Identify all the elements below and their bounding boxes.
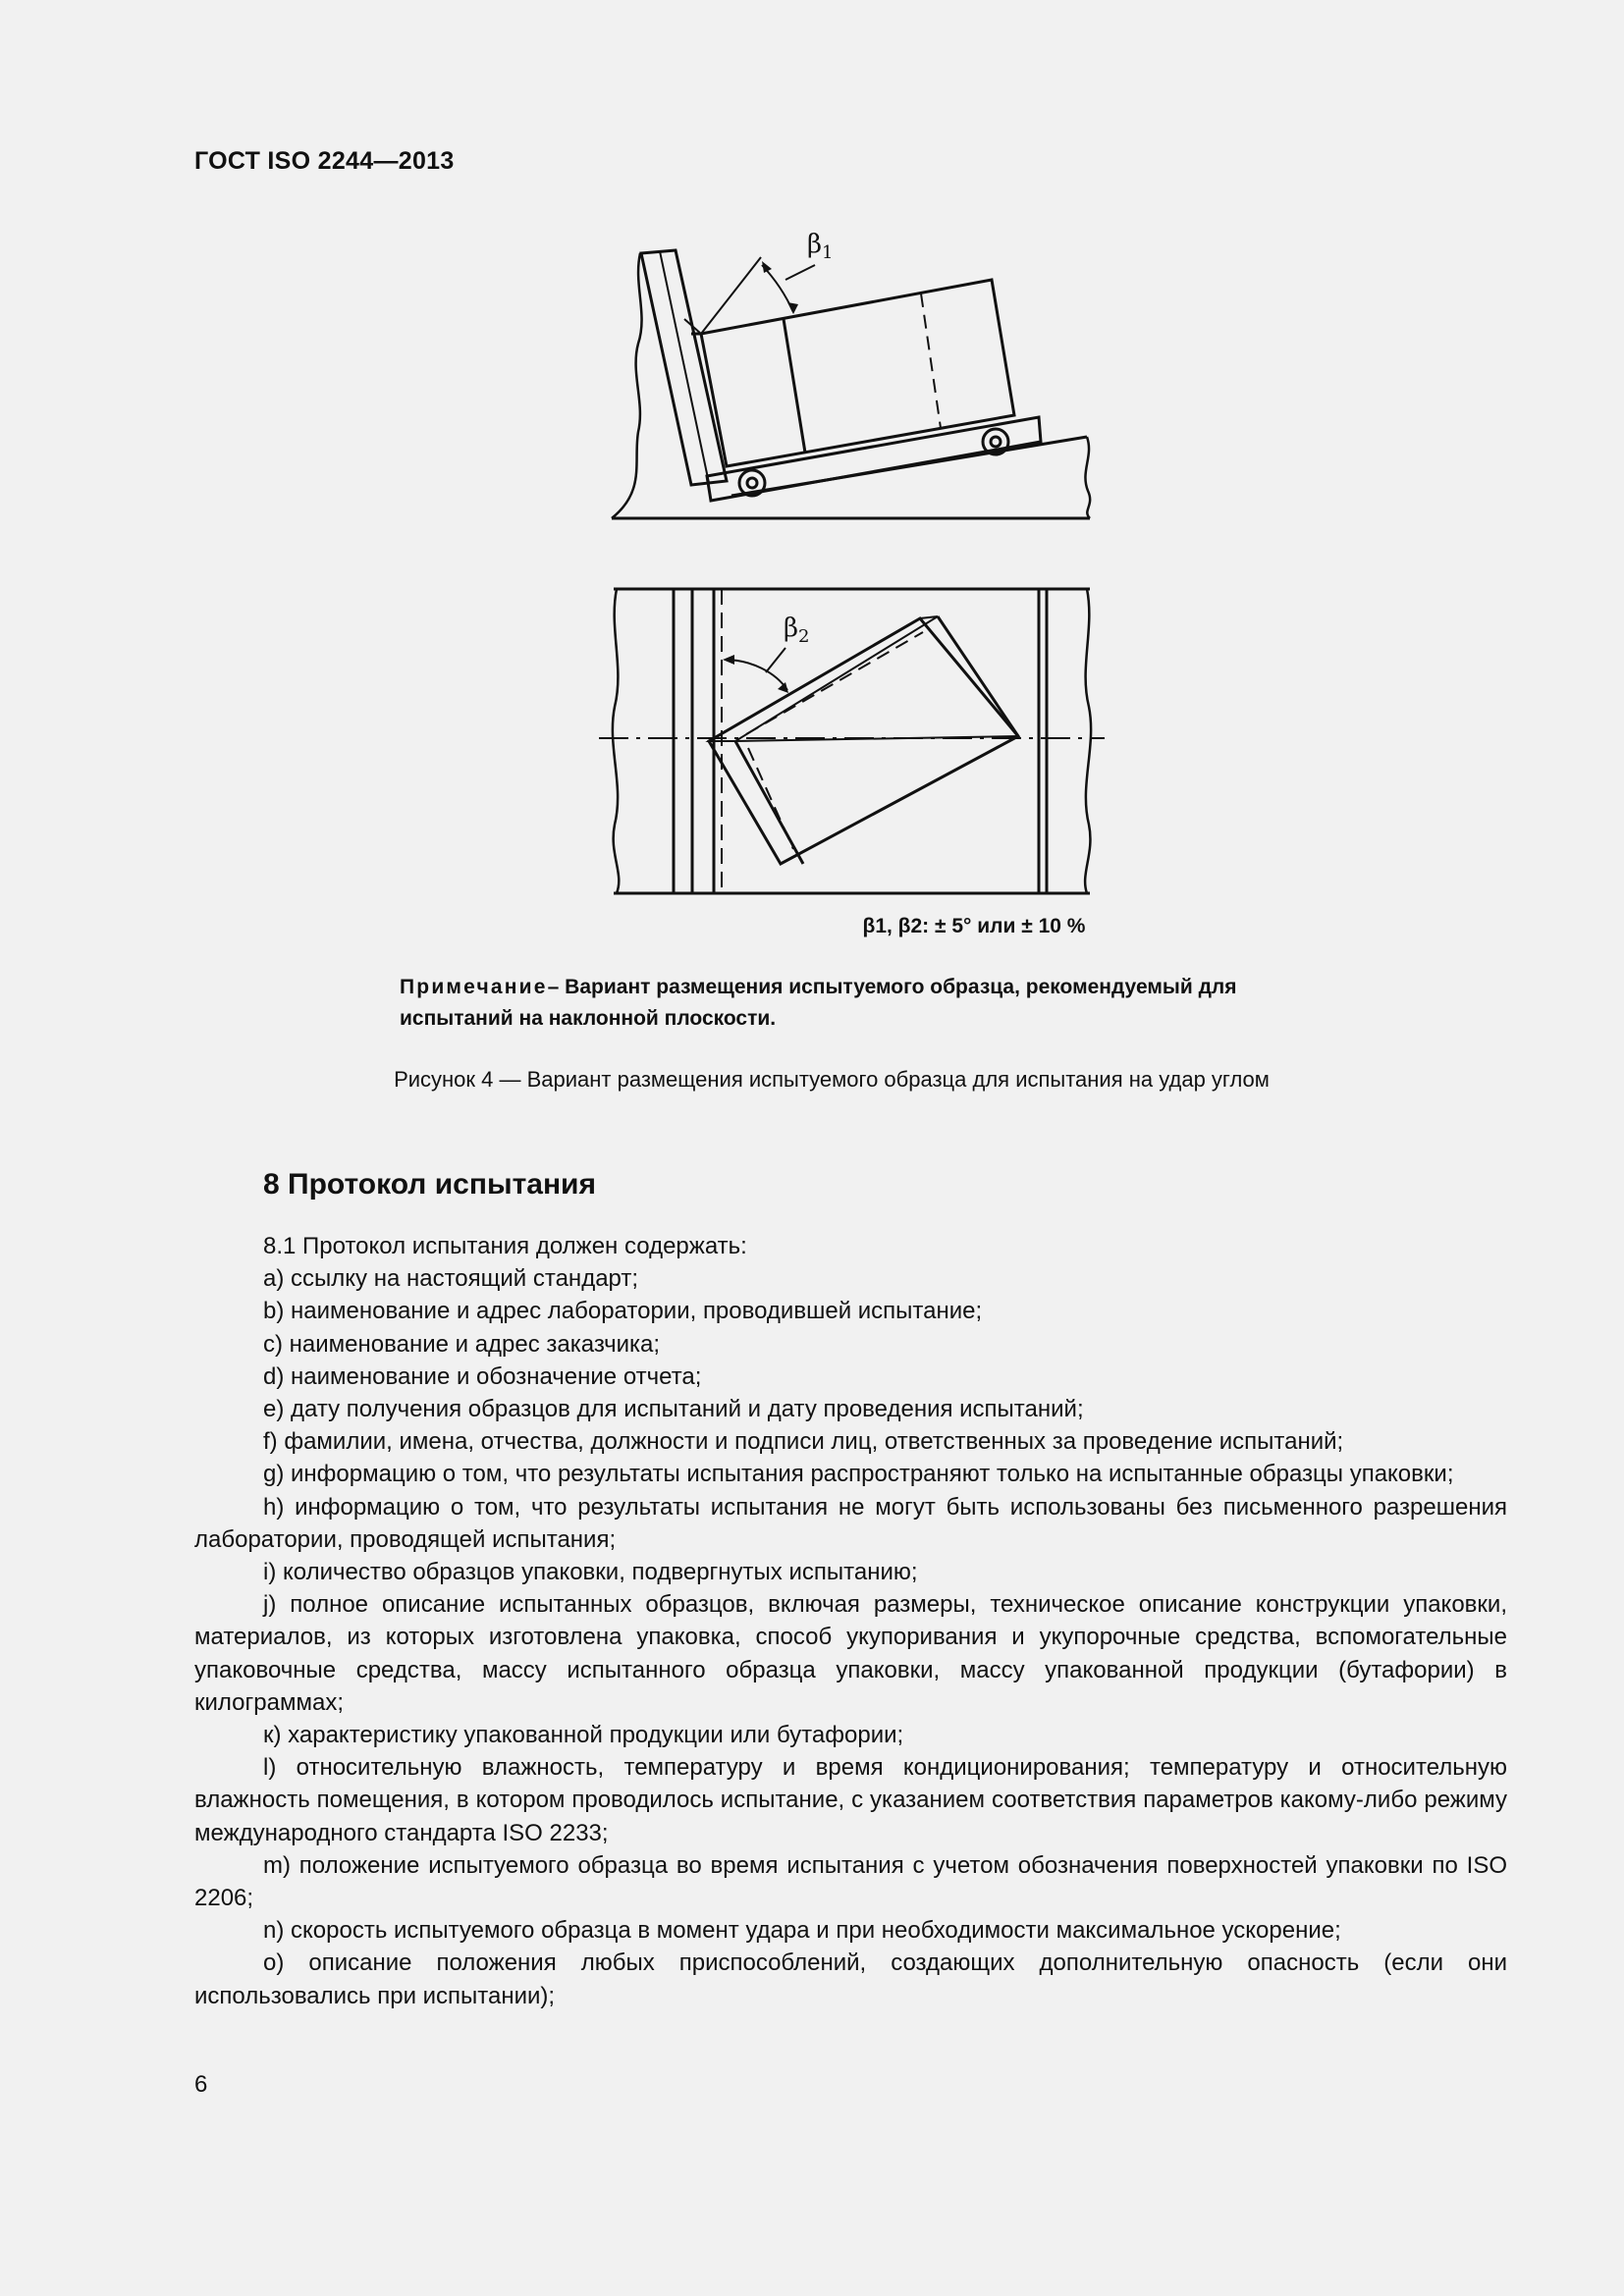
list-item: о) описание положения любых приспособлений, создающих дополнительную опасность (если они использовались при испытании); xyxy=(194,1949,1507,2009)
list-item: h) информацию о том, что результаты испытания не могут быть использованы без письменного разрешения лаборатории, проводящей испытания; xyxy=(194,1493,1507,1553)
figure-caption: Рисунок 4 — Вариант размещения испытуемого образца для испытания на удар углом xyxy=(394,1067,1270,1092)
note-text: – Вариант размещения испытуемого образца, рекомендуемый для испытаний на наклонной плоскости. xyxy=(400,976,1237,1030)
list-item: m) положение испытуемого образца во время испытания с учетом обозначения поверхностей упаковки по ISO 2206; xyxy=(194,1851,1507,1912)
list-item: а) ссылку на настоящий стандарт; xyxy=(263,1265,639,1293)
figure-note xyxy=(400,972,1342,1035)
section-body xyxy=(194,1230,1507,2012)
list-item: c) наименование и адрес заказчика; xyxy=(263,1330,661,1358)
incline-plan-view xyxy=(599,589,1105,893)
list-item: b) наименование и адрес лаборатории, проводившей испытание; xyxy=(263,1298,983,1325)
document-header: ГОСТ ISO 2244—2013 xyxy=(194,147,455,175)
list-item: j) полное описание испытанных образцов, включая размеры, техническое описание конструкции упаковки, материалов, из которых изготовлена упаковка, способ укупоривания и укупорочные средства, вспомогательные упаковочные средства, массу испытанного образца упаковки, массу упакованной продукции (бутафории) в килограммах; xyxy=(194,1591,1507,1716)
list-item: n) скорость испытуемого образца в момент удара и при необходимости максимальное ускорение; xyxy=(263,1917,1341,1945)
section-title: 8 Протокол испытания xyxy=(263,1168,597,1201)
note-lead: Примечание xyxy=(400,976,548,998)
figure-tolerance: β1, β2: ± 5° или ± 10 % xyxy=(862,915,1086,937)
list-item: к) характеристику упакованной продукции или бутафории; xyxy=(263,1722,904,1749)
list-item: 8.1 Протокол испытания должен содержать: xyxy=(263,1233,747,1259)
list-item: l) относительную влажность, температуру и время кондиционирования; температуру и относительную влажность помещения, в котором проводилось испытание, с указанием соответствия параметров какому-либо режиму международного стандарта ISO 2233; xyxy=(194,1754,1507,1846)
figure-4-drawing xyxy=(0,0,1624,913)
list-item: е) дату получения образцов для испытаний и дату проведения испытаний; xyxy=(263,1396,1084,1423)
list-item: d) наименование и обозначение отчета; xyxy=(263,1362,702,1390)
list-item: f) фамилии, имена, отчества, должности и подписи лиц, ответственных за проведение испытаний; xyxy=(263,1428,1344,1456)
incline-side-view xyxy=(612,250,1090,518)
list-item: i) количество образцов упаковки, подвергнутых испытанию; xyxy=(263,1559,918,1586)
beta2-label: $\beta_2$ xyxy=(784,614,810,647)
beta1-label: $\beta_1$ xyxy=(807,230,834,263)
list-item: g) информацию о том, что результаты испытания распространяют только на испытанные образцы упаковки; xyxy=(263,1461,1454,1488)
page-number: 6 xyxy=(194,2071,208,2098)
